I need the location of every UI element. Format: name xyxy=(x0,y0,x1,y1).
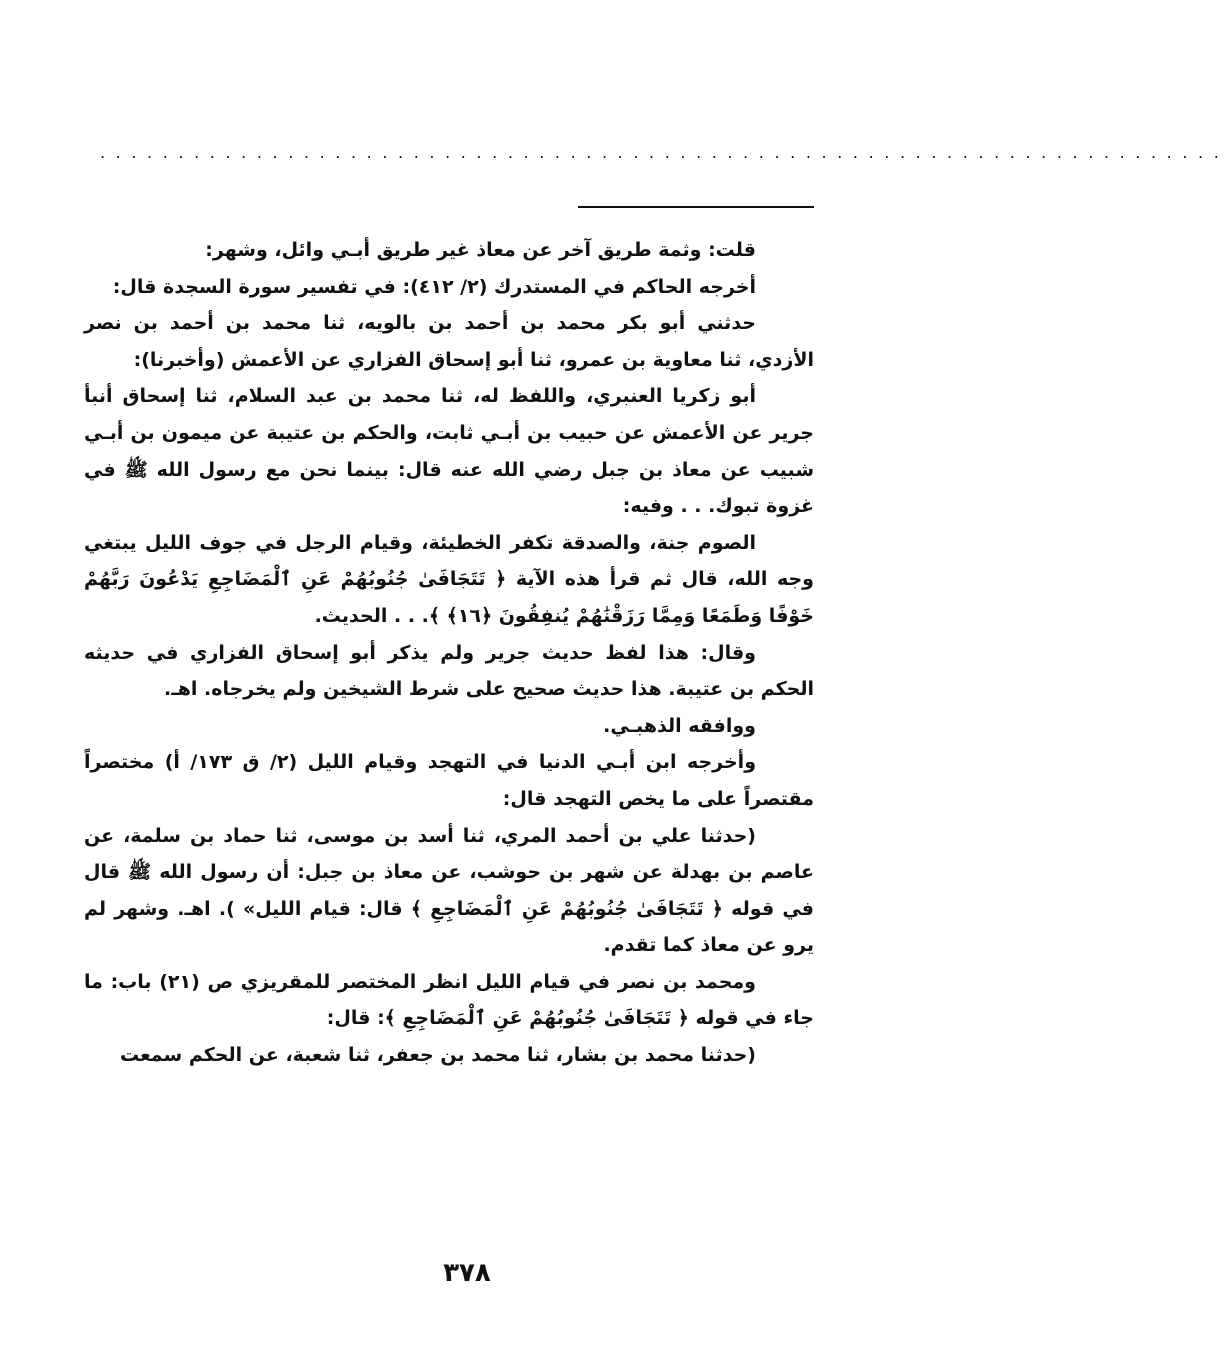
paragraph-3: حدثني أبو بكر محمد بن أحمد بن بالويه، ثنا محمد بن أحمد بن نصر الأزدي، ثنا معاوية بن عمرو، ثنا أبو إسحاق الفزاري عن الأعمش (وأخبرنا): xyxy=(84,312,814,371)
paragraph-8: وأخرجه ابن أبـي الدنيا في التهجد وقيام الليل (٢/ ق ١٧٣/ أ) مختصراً مقتصراً على ما يخص التهجد قال: xyxy=(84,751,814,810)
paragraph-9: (حدثنا علي بن أحمد المري، ثنا أسد بن موسى، ثنا حماد بن سلمة، عن عاصم بن بهدلة عن شهر بن حوشب، عن معاذ بن جبل: أن رسول الله ﷺ قال في قوله ﴿ تَتَجَافَىٰ جُنُوبُهُمْ عَنِ ٱلْمَضَاجِعِ ﴾ قال: قيام الليل» ). اهـ. وشهر لم يرو عن معاذ كما تقدم. xyxy=(84,824,814,957)
dotted-separator: ........................................................................ xyxy=(100,143,1229,162)
paragraph-1: قلت: وثمة طريق آخر عن معاذ غير طريق أبـي وائل، وشهر: xyxy=(205,239,756,261)
paragraph-2: أخرجه الحاكم في المستدرك (٢/ ٤١٢): في تفسير سورة السجدة قال: xyxy=(112,275,756,298)
paragraph-10: ومحمد بن نصر في قيام الليل انظر المختصر للمقريزي ص (٢١) باب: ما جاء في قوله ﴿ تَتَجَافَىٰ جُنُوبُهُمْ عَنِ ٱلْمَضَاجِعِ ﴾: قال: xyxy=(84,970,814,1030)
paragraph-11: (حدثنا محمد بن بشار، ثنا محمد بن جعفر، ثنا شعبة، عن الحكم سمعت xyxy=(119,1044,756,1067)
paragraph-4: أبو زكريا العنبري، واللفظ له، ثنا محمد بن عبد السلام، ثنا إسحاق أنبأ جرير عن الأعمش عن حبيب بن أبـي ثابت، والحكم بن عتيبة عن ميمون بن أبـي شبيب عن معاذ بن جبل رضي الله عنه قال: بينما نحن مع رسول الله ﷺ في غزوة تبوك. . . وفيه: xyxy=(84,385,814,518)
footnote-body xyxy=(84,232,814,1074)
paragraph-5: الصوم جنة، والصدقة تكفر الخطيئة، وقيام الرجل في جوف الليل يبتغي وجه الله، قال ثم قرأ هذه الآية ﴿ تَتَجَافَىٰ جُنُوبُهُمْ عَنِ ٱلْمَضَاجِعِ يَدْعُونَ رَبَّهُمْ خَوْفًا وَطَمَعًا وَمِمَّا رَزَقْنَٰهُمْ يُنفِقُونَ ﴿١٦﴾ ﴾. . . الحديث. xyxy=(84,531,814,627)
paragraph-6: وقال: هذا لفظ حديث جرير ولم يذكر أبو إسحاق الفزاري في حديثه الحكم بن عتيبة. هذا حديث صحيح على شرط الشيخين ولم يخرجاه. اهـ. xyxy=(84,641,814,701)
footnote-rule xyxy=(578,206,814,208)
paragraph-7: ووافقه الذهبـي. xyxy=(603,714,756,737)
page-number: ٣٧٨ xyxy=(443,1258,491,1288)
